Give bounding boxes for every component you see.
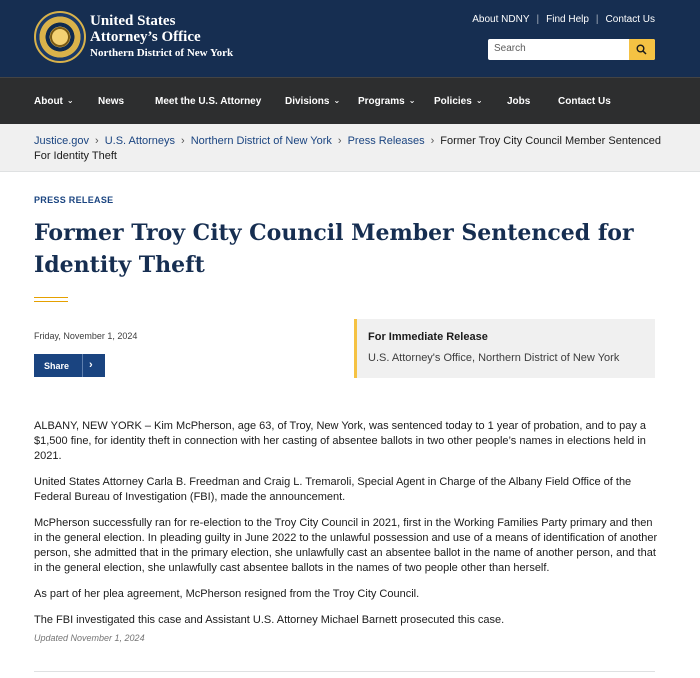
article-body [34,419,660,639]
footer-divider [34,671,655,672]
brand-line-3: Northern District of New York [90,47,234,59]
chevron-down-icon: ⌄ [333,96,341,105]
chevron-down-icon: ⌄ [408,96,416,105]
share-button[interactable] [34,354,105,377]
breadcrumb-separator: › [181,135,185,147]
release-info-box [354,319,655,378]
breadcrumb-current: Former Troy City Council Member Sentenced For Identity Theft [34,135,661,162]
breadcrumb-justice-gov[interactable]: Justice.gov [34,135,90,147]
article-date: Friday, November 1, 2024 [34,331,138,341]
nav-about[interactable]: About ⌄ [34,96,74,107]
main-navigation [0,77,700,124]
search-icon [636,44,647,55]
brand-line-2: Attorney’s Office [90,29,201,45]
article-paragraph: As part of her plea agreement, McPherson resigned from the Troy City Council. [34,588,420,600]
find-help-link[interactable]: Find Help [546,14,589,25]
chevron-right-icon: › [89,359,93,371]
breadcrumb-separator: › [337,135,342,147]
nav-meet-us-attorney[interactable]: Meet the U.S. Attorney [155,96,262,107]
contact-us-link[interactable]: Contact Us [605,14,655,25]
site-header [0,0,700,77]
link-separator: | [595,14,599,25]
nav-divisions[interactable]: Divisions ⌄ [285,96,341,107]
release-office: U.S. Attorney's Office, Northern District of New York [368,352,620,364]
title-divider [34,297,68,302]
nav-news[interactable]: News [98,96,125,107]
nav-programs[interactable]: Programs ⌄ [358,96,416,107]
utility-links [472,14,655,25]
search-input[interactable]: Search [494,43,526,54]
breadcrumb-us-attorneys[interactable]: U.S. Attorneys [104,135,176,147]
article-paragraph: The FBI investigated this case and Assistant U.S. Attorney Michael Barnett prosecuted this case. [34,614,505,626]
brand-line-1: United States [90,13,176,29]
share-divider [82,354,83,377]
search-button[interactable] [629,39,655,60]
article-paragraph: ALBANY, NEW YORK – Kim McPherson, age 63, of Troy, New York, was sentenced today to 1 year of probation, and to pay a $1,500 fine, for identity theft in connection with her casting of absentee ballots in two other people’s names in elections held in 2021. [34,420,647,462]
breadcrumb-press-releases[interactable]: Press Releases [347,135,425,147]
page-title: Former Troy City Council Member Sentenced for Identity Theft [34,220,634,278]
site-brand[interactable] [90,13,233,61]
article-paragraph: United States Attorney Carla B. Freedman and Craig L. Tremaroli, Special Agent in Charge of the Albany Field Office of the Federal Bureau of Investigation (FBI), made the announcement. [34,476,632,503]
chevron-down-icon: ⌄ [475,96,483,105]
nav-jobs[interactable]: Jobs [507,96,531,107]
breadcrumb-separator: › [430,135,435,147]
doj-seal-logo[interactable] [34,11,86,63]
release-heading: For Immediate Release [368,331,488,343]
link-separator: | [536,14,540,25]
about-ndny-link[interactable]: About NDNY [472,14,530,25]
breadcrumb [0,124,700,172]
updated-date: Updated November 1, 2024 [34,633,145,643]
nav-policies[interactable]: Policies ⌄ [434,96,483,107]
search-box [488,39,655,60]
breadcrumb-ndny[interactable]: Northern District of New York [190,135,332,147]
nav-contact-us[interactable]: Contact Us [558,96,611,107]
article-paragraph: McPherson successfully ran for re-election to the Troy City Council in 2021, first in the Working Families Party primary and then in the general election. In pleading guilty in June 2022 to the unlawful possession and use of a means of identification of another person, she admitted that in the primary election, she unlawfully cast an absentee ballot in the name of another person, and that in the general election, she unlawfully cast absentee ballots in the names of two people other than herself. [34,517,658,574]
breadcrumb-separator: › [95,135,99,147]
article-kicker: PRESS RELEASE [34,195,114,205]
chevron-down-icon: ⌄ [66,96,74,105]
share-label: Share [44,361,70,371]
